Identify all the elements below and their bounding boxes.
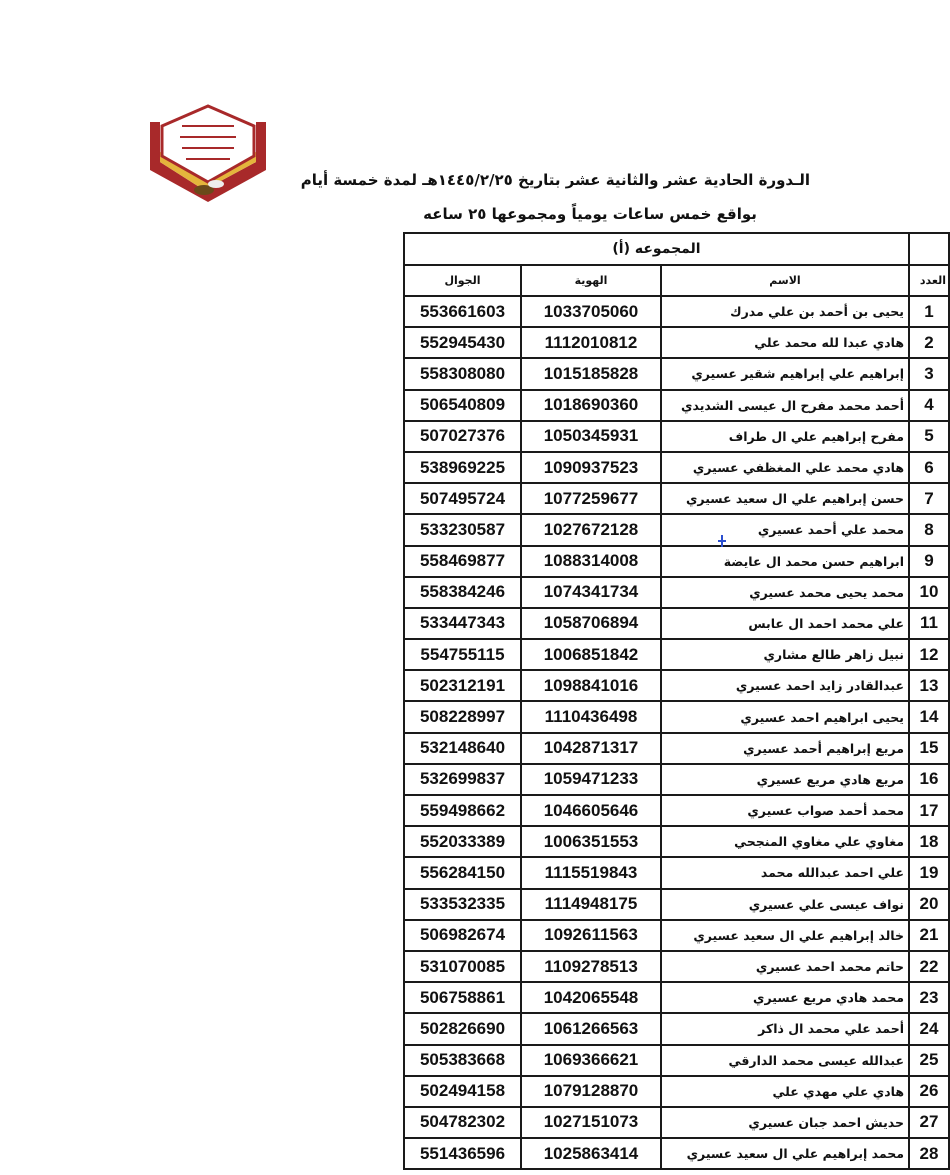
row-name: ابراهيم حسن محمد ال عايضة (661, 546, 909, 577)
beekeepers-logo-icon (146, 104, 270, 204)
row-name: هادي علي مهدي علي (661, 1076, 909, 1107)
row-mobile: 538969225 (404, 452, 521, 483)
table-row (404, 327, 949, 358)
group-row (404, 233, 949, 265)
row-num: 14 (909, 701, 949, 732)
row-mobile: 558469877 (404, 546, 521, 577)
row-num: 20 (909, 889, 949, 920)
table-row (404, 421, 949, 452)
row-num: 2 (909, 327, 949, 358)
row-mobile: 558308080 (404, 358, 521, 389)
table-row (404, 795, 949, 826)
row-num: 28 (909, 1138, 949, 1169)
row-mobile: 532148640 (404, 733, 521, 764)
row-id: 1098841016 (521, 670, 661, 701)
table-row (404, 390, 949, 421)
table-row (404, 639, 949, 670)
row-num: 9 (909, 546, 949, 577)
header-id: الهوية (521, 265, 661, 296)
row-num: 21 (909, 920, 949, 951)
row-mobile: 506982674 (404, 920, 521, 951)
row-name: محمد هادي مريع عسيري (661, 982, 909, 1013)
table-row (404, 483, 949, 514)
header-row (404, 265, 949, 296)
row-id: 1090937523 (521, 452, 661, 483)
row-mobile: 505383668 (404, 1045, 521, 1076)
row-num: 1 (909, 296, 949, 327)
header-mobile: الجوال (404, 265, 521, 296)
table-row (404, 826, 949, 857)
participants-table (403, 232, 950, 1170)
row-num: 3 (909, 358, 949, 389)
row-mobile: 502494158 (404, 1076, 521, 1107)
row-name: محمد يحيى محمد عسيري (661, 577, 909, 608)
row-id: 1059471233 (521, 764, 661, 795)
row-num: 22 (909, 951, 949, 982)
row-mobile: 532699837 (404, 764, 521, 795)
row-num: 7 (909, 483, 949, 514)
table-row (404, 1045, 949, 1076)
header-name: الاسم (661, 265, 909, 296)
row-name: حاتم محمد احمد عسيري (661, 951, 909, 982)
header-num: العدد (909, 265, 949, 296)
row-num: 17 (909, 795, 949, 826)
table-row (404, 514, 949, 545)
row-name: عبدالقادر زايد احمد عسيري (661, 670, 909, 701)
row-id: 1077259677 (521, 483, 661, 514)
participants-table-wrap (270, 232, 946, 1169)
row-name: علي محمد احمد ال عابس (661, 608, 909, 639)
row-name: محمد علي أحمد عسيري (661, 514, 909, 545)
table-row (404, 764, 949, 795)
row-num: 26 (909, 1076, 949, 1107)
row-num: 8 (909, 514, 949, 545)
row-mobile: 507027376 (404, 421, 521, 452)
table-row (404, 296, 949, 327)
row-id: 1025863414 (521, 1138, 661, 1169)
row-num: 27 (909, 1107, 949, 1138)
table-row (404, 857, 949, 888)
table-row (404, 577, 949, 608)
row-name: مفرح إبراهيم علي ال طراف (661, 421, 909, 452)
row-name: محمد أحمد صواب عسيري (661, 795, 909, 826)
table-row (404, 1013, 949, 1044)
row-num: 25 (909, 1045, 949, 1076)
row-id: 1018690360 (521, 390, 661, 421)
row-mobile: 507495724 (404, 483, 521, 514)
row-name: هادي محمد علي المغظفي عسيري (661, 452, 909, 483)
row-mobile: 554755115 (404, 639, 521, 670)
row-num: 16 (909, 764, 949, 795)
row-id: 1088314008 (521, 546, 661, 577)
row-name: أحمد محمد مفرح ال عيسى الشديدي (661, 390, 909, 421)
row-mobile: 553661603 (404, 296, 521, 327)
table-row (404, 982, 949, 1013)
row-name: نواف عيسى علي عسيري (661, 889, 909, 920)
row-id: 1114948175 (521, 889, 661, 920)
row-mobile: 556284150 (404, 857, 521, 888)
row-mobile: 558384246 (404, 577, 521, 608)
row-mobile: 533532335 (404, 889, 521, 920)
pen-mark (721, 535, 723, 547)
row-mobile: 531070085 (404, 951, 521, 982)
row-mobile: 506758861 (404, 982, 521, 1013)
row-name: إبراهيم علي إبراهيم شقير عسيري (661, 358, 909, 389)
row-name: خالد إبراهيم علي ال سعيد عسيري (661, 920, 909, 951)
row-mobile: 502312191 (404, 670, 521, 701)
table-row (404, 733, 949, 764)
table-row (404, 670, 949, 701)
row-name: يحيى ابراهيم احمد عسيري (661, 701, 909, 732)
row-id: 1112010812 (521, 327, 661, 358)
table-row (404, 358, 949, 389)
row-id: 1042065548 (521, 982, 661, 1013)
row-num: 24 (909, 1013, 949, 1044)
row-mobile: 551436596 (404, 1138, 521, 1169)
row-mobile: 502826690 (404, 1013, 521, 1044)
heading-line-2: بواقع خمس ساعات يومياً ومجموعها ٢٥ ساعه (423, 205, 757, 223)
row-name: عبدالله عيسى محمد الدارقي (661, 1045, 909, 1076)
row-id: 1015185828 (521, 358, 661, 389)
row-name: محمد إبراهيم علي ال سعيد عسيري (661, 1138, 909, 1169)
row-num: 23 (909, 982, 949, 1013)
row-num: 12 (909, 639, 949, 670)
group-num-cell (909, 233, 949, 265)
row-num: 10 (909, 577, 949, 608)
row-num: 18 (909, 826, 949, 857)
row-name: يحيى بن أحمد بن علي مدرك (661, 296, 909, 327)
table-row (404, 1138, 949, 1169)
table-row (404, 546, 949, 577)
row-num: 11 (909, 608, 949, 639)
row-name: هادي عبدا لله محمد علي (661, 327, 909, 358)
row-id: 1079128870 (521, 1076, 661, 1107)
table-row (404, 452, 949, 483)
row-mobile: 533230587 (404, 514, 521, 545)
row-num: 15 (909, 733, 949, 764)
table-row (404, 889, 949, 920)
row-id: 1027672128 (521, 514, 661, 545)
heading-line-2-wrap (270, 204, 810, 224)
row-id: 1042871317 (521, 733, 661, 764)
row-id: 1074341734 (521, 577, 661, 608)
row-num: 5 (909, 421, 949, 452)
row-num: 6 (909, 452, 949, 483)
row-name: حسن إبراهيم علي ال سعيد عسيري (661, 483, 909, 514)
row-id: 1027151073 (521, 1107, 661, 1138)
row-num: 13 (909, 670, 949, 701)
row-id: 1058706894 (521, 608, 661, 639)
row-id: 1092611563 (521, 920, 661, 951)
row-id: 1069366621 (521, 1045, 661, 1076)
table-row (404, 701, 949, 732)
row-id: 1061266563 (521, 1013, 661, 1044)
row-id: 1033705060 (521, 296, 661, 327)
group-title: المجموعه (أ) (404, 233, 909, 265)
row-name: نبيل زاهر طالع مشاري (661, 639, 909, 670)
row-id: 1006351553 (521, 826, 661, 857)
row-mobile: 533447343 (404, 608, 521, 639)
row-id: 1109278513 (521, 951, 661, 982)
row-id: 1046605646 (521, 795, 661, 826)
table-row (404, 1076, 949, 1107)
table-row (404, 951, 949, 982)
row-mobile: 552945430 (404, 327, 521, 358)
row-name: مريع إبراهيم أحمد عسيري (661, 733, 909, 764)
row-id: 1115519843 (521, 857, 661, 888)
row-mobile: 552033389 (404, 826, 521, 857)
row-mobile: 559498662 (404, 795, 521, 826)
association-logo (146, 104, 270, 204)
row-mobile: 508228997 (404, 701, 521, 732)
row-name: حديش احمد جبان عسيري (661, 1107, 909, 1138)
row-name: علي احمد عبدالله محمد (661, 857, 909, 888)
row-id: 1110436498 (521, 701, 661, 732)
row-id: 1006851842 (521, 639, 661, 670)
table-row (404, 920, 949, 951)
row-id: 1050345931 (521, 421, 661, 452)
row-name: مريع هادي مريع عسيري (661, 764, 909, 795)
heading-line-1: الـدورة الحادية عشر والثانية عشر بتاريخ ١٤٤٥/٢/٢٥هـ لمدة خمسة أيام (300, 171, 810, 189)
table-row (404, 608, 949, 639)
row-name: أحمد علي محمد ال ذاكر (661, 1013, 909, 1044)
row-name: مغاوي علي مغاوي المنجحي (661, 826, 909, 857)
row-num: 4 (909, 390, 949, 421)
row-num: 19 (909, 857, 949, 888)
row-mobile: 504782302 (404, 1107, 521, 1138)
table-row (404, 1107, 949, 1138)
row-mobile: 506540809 (404, 390, 521, 421)
